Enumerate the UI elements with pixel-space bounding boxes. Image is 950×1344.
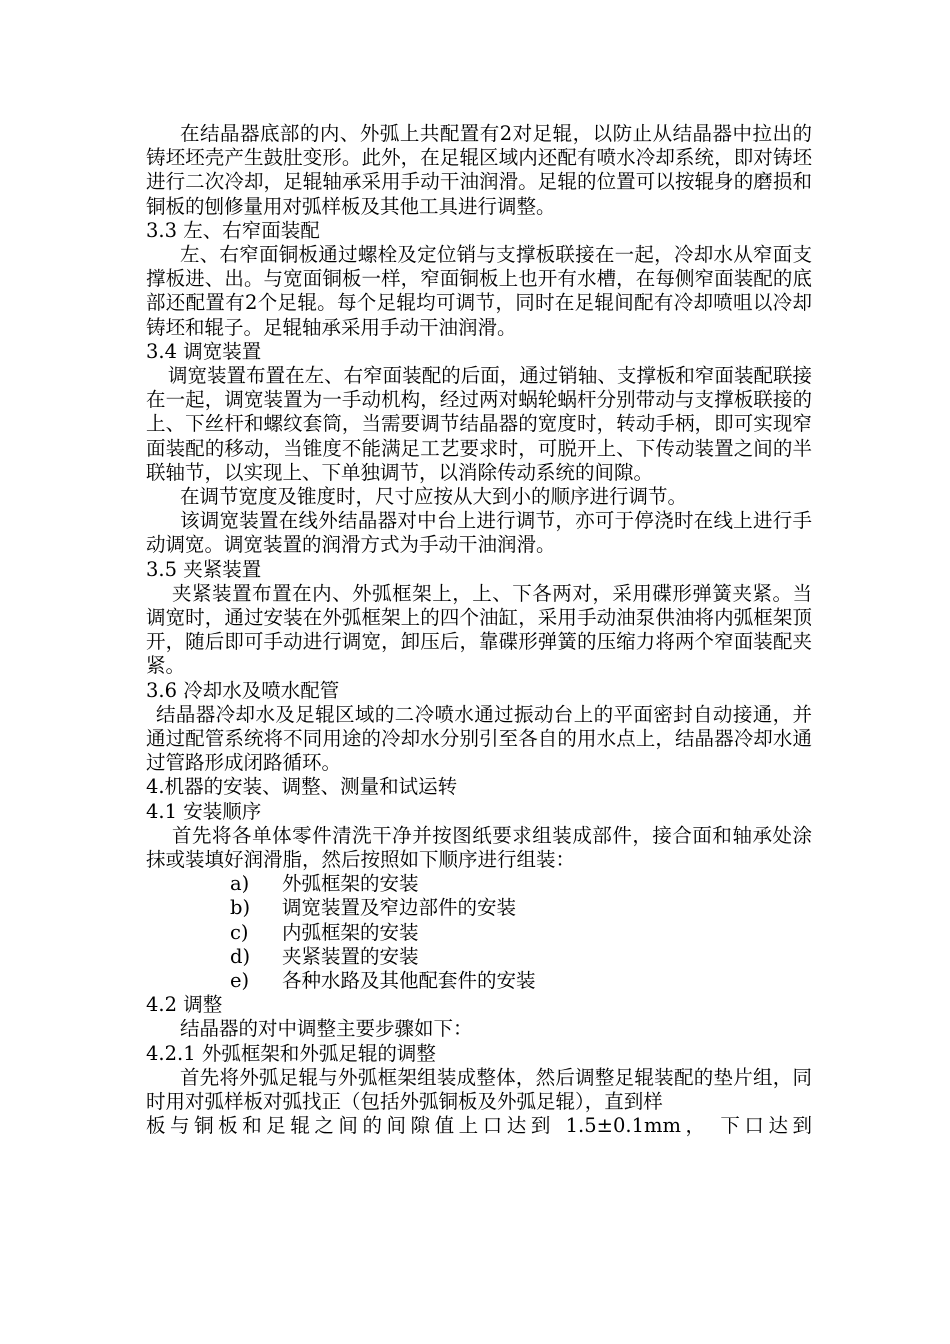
list-marker: d) [230,944,251,968]
list-item [146,969,812,993]
paragraph-foot-rolls: 在结晶器底部的内、外弧上共配置有2对足辊，以防止从结晶器中拉出的铸坯坯壳产生鼓肚变形。此外，在足辊区域内还配有喷水冷却系统，即对铸坯进行二次冷却，足辊轴承采用手动干油润滑。足辊的位置可以按辊身的磨损和铜板的刨修量用对弧样板及其他工具进行调整。 [146,122,812,218]
paragraph-adjust-order: 在调节宽度及锥度时，尺寸应按从大到小的顺序进行调节。 [180,485,688,509]
list-item [146,921,812,945]
document-page [146,122,812,1138]
list-text: 夹紧装置的安装 [282,944,419,968]
heading-4: 4.机器的安装、调整、测量和试运转 [146,775,458,799]
paragraph-alignment-steps: 结晶器的对中调整主要步骤如下： [180,1017,473,1041]
list-text: 外弧框架的安装 [282,872,419,896]
list-marker: a) [230,872,250,896]
heading-3-6: 3.6 冷却水及喷水配管 [146,678,340,702]
list-text: 内弧框架的安装 [282,920,419,944]
paragraph-cooling-water: 结晶器冷却水及足辊区域的二冷喷水通过振动台上的平面密封自动接通，并通过配管系统将不同用途的冷却水分别引至各自的用水点上，结晶器冷却水通过管路形成闭路循环。 [146,702,812,775]
paragraph-width-adjust: 调宽装置布置在左、右窄面装配的后面，通过销轴、支撑板和窄面装配联接在一起，调宽装置为一手动机构，经过两对蜗轮蜗杆分别带动与支撑板联接的上、下丝杆和螺纹套筒，当需要调节结晶器的宽度时，转动手柄，即可实现窄面装配的移动，当锥度不能满足工艺要求时，可脱开上、下传动装置之间的半联轴节，以实现上、下单独调节，以消除传动系统的间隙。 [146,364,812,484]
heading-4-2-1: 4.2.1 外弧框架和外弧足辊的调整 [146,1041,436,1065]
heading-3-3: 3.3 左、右窄面装配 [146,218,320,242]
heading-3-4: 3.4 调宽装置 [146,339,262,363]
list-marker: c) [230,920,249,944]
paragraph-narrow-face: 左、右窄面铜板通过螺栓及定位销与支撑板联接在一起，冷却水从窄面支撑板进、出。与宽面铜板一样，窄面铜板上也开有水槽，在每侧窄面装配的底部还配置有2个足辊。每个足辊均可调节，同时在足辊间配有冷却喷咀以冷却铸坯和辊子。足辊轴承采用手动干油润滑。 [146,243,812,339]
list-marker: e) [230,969,250,993]
install-sequence-list [146,872,812,993]
paragraph-outer-frame-adjust: 首先将外弧足辊与外弧框架组装成整体，然后调整足辊装配的垫片组，同时用对弧样板对弧找正（包括外弧铜板及外弧足辊），直到样 [146,1065,812,1114]
list-item [146,945,812,969]
paragraph-gap-values: 板与铜板和足辊之间的间隙值上口达到 1.5±0.1mm， 下口达到 [146,1114,812,1138]
list-text: 调宽装置及窄边部件的安装 [282,896,517,920]
heading-4-2: 4.2 调整 [146,993,223,1017]
heading-3-5: 3.5 夹紧装置 [146,557,262,581]
paragraph-offline-adjust: 该调宽装置在线外结晶器对中台上进行调节，亦可于停浇时在线上进行手动调宽。调宽装置的润滑方式为手动干油润滑。 [146,509,812,557]
list-text: 各种水路及其他配套件的安装 [282,969,536,993]
list-item [146,872,812,896]
heading-4-1: 4.1 安装顺序 [146,799,262,823]
paragraph-install-intro: 首先将各单体零件清洗干净并按图纸要求组装成部件，接合面和轴承处涂抹或装填好润滑脂，然后按照如下顺序进行组装： [146,823,812,872]
list-item [146,896,812,920]
list-marker: b) [230,896,251,920]
paragraph-clamping: 夹紧装置布置在内、外弧框架上，上、下各两对，采用碟形弹簧夹紧。当调宽时，通过安装在外弧框架上的四个油缸，采用手动油泵供油将内弧框架顶开，随后即可手动进行调宽，卸压后，靠碟形弹簧的压缩力将两个窄面装配夹紧。 [146,581,812,678]
